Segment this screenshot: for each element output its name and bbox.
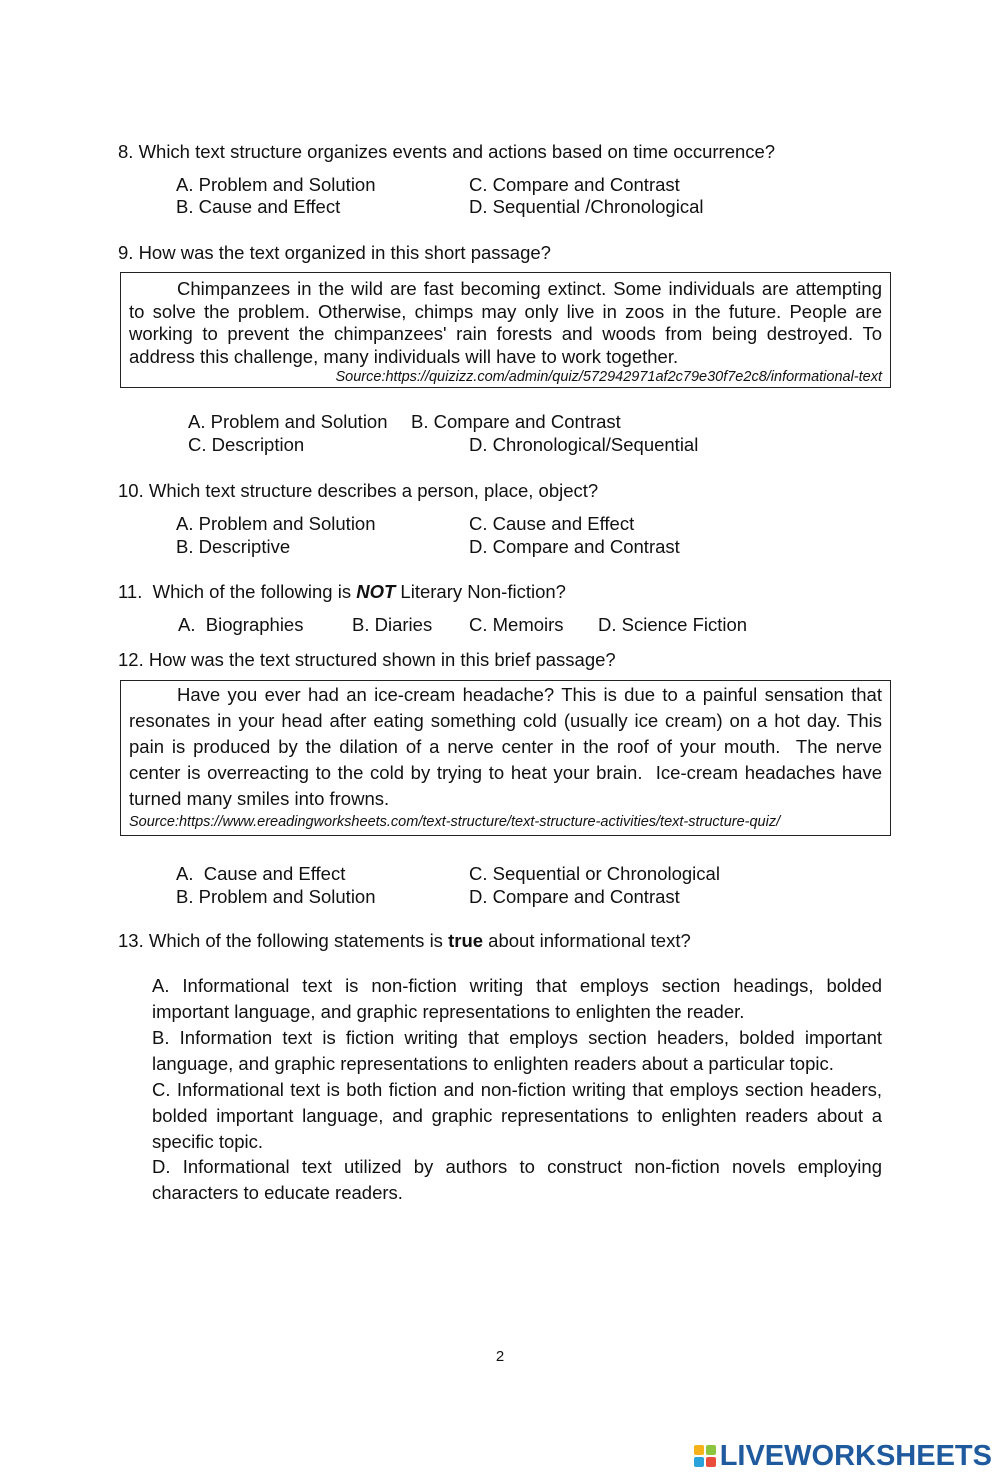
brand-name: LIVEWORKSHEETS bbox=[719, 1439, 992, 1472]
page-number: 2 bbox=[495, 1348, 505, 1365]
question-13-text bbox=[118, 930, 691, 952]
q12-passage-box bbox=[120, 680, 891, 836]
q12-source: Source:https://www.ereadingworksheets.com/text-structure/text-structure-activities/text-structure-quiz/ bbox=[129, 814, 781, 830]
q11-option-c[interactable]: C. Memoirs bbox=[469, 614, 564, 635]
q12-option-b[interactable]: B. Problem and Solution bbox=[176, 886, 376, 907]
q8-option-d[interactable]: D. Sequential /Chronological bbox=[469, 196, 704, 217]
q9-option-c[interactable]: C. Description bbox=[188, 434, 305, 455]
q10-option-a[interactable]: A. Problem and Solution bbox=[176, 513, 376, 534]
q13-option-b[interactable]: B. Information text is fiction writing that employs section headers, bolded important language, and graphic representations to enlighten readers about a particular topic. bbox=[152, 1027, 882, 1074]
question-10-text: 10. Which text structure describes a person, place, object? bbox=[118, 480, 599, 501]
q9-option-a[interactable]: A. Problem and Solution bbox=[188, 411, 388, 432]
q9-option-b[interactable]: B. Compare and Contrast bbox=[411, 411, 621, 432]
q12-option-c[interactable]: C. Sequential or Chronological bbox=[469, 863, 720, 884]
q12-option-d[interactable]: D. Compare and Contrast bbox=[469, 886, 680, 907]
q8-option-a[interactable]: A. Problem and Solution bbox=[176, 174, 376, 195]
question-8-text: 8. Which text structure organizes events and actions based on time occurrence? bbox=[118, 141, 776, 162]
q9-passage: Chimpanzees in the wild are fast becoming extinct. Some individuals are attempting to solve the problem. Otherwise, chimps may only live in zoos in the future. People are working to prevent the chimpanzees' rain forests and woods from being destroyed. To address this challenge, many individuals will have to work together. bbox=[129, 278, 882, 367]
q9-option-d[interactable]: D. Chronological/Sequential bbox=[469, 434, 699, 455]
q10-option-d[interactable]: D. Compare and Contrast bbox=[469, 536, 680, 557]
q13-prefix: 13. Which of the following statements is bbox=[118, 930, 449, 951]
q11-option-b[interactable]: B. Diaries bbox=[352, 614, 433, 635]
q10-option-b[interactable]: B. Descriptive bbox=[176, 536, 291, 557]
q11-suffix: Literary Non-fiction? bbox=[395, 581, 566, 602]
q13-option-d[interactable]: D. Informational text utilized by authors to construct non-fiction novels employing characters to educate readers. bbox=[152, 1156, 882, 1203]
q9-passage-box bbox=[120, 272, 891, 388]
q12-passage: Have you ever had an ice-cream headache? This is due to a painful sensation that resonates in your head after eating something cold (usually ice cream) on a hot day. This pain is produced by the dilation of a nerve center in the roof of your mouth. The nerve center is overreacting to the cold by trying to heat your brain. Ice-cream headaches have turned many smiles into frowns. bbox=[129, 684, 888, 809]
q8-option-b[interactable]: B. Cause and Effect bbox=[176, 196, 341, 217]
q11-option-a[interactable]: A. Biographies bbox=[178, 614, 304, 635]
q13-option-c[interactable]: C. Informational text is both fiction and non-fiction writing that employs section headers, bolded important language, and graphic representations to enlighten readers about a specific topic. bbox=[152, 1079, 882, 1152]
q9-source: Source:https://quizizz.com/admin/quiz/572942971af2c79e30f7e2c8/informational-text bbox=[335, 369, 882, 385]
q11-option-d[interactable]: D. Science Fiction bbox=[598, 614, 748, 635]
q13-emphasis: true bbox=[448, 930, 484, 951]
q13-suffix: about informational text? bbox=[483, 930, 691, 951]
question-9-text: 9. How was the text organized in this short passage? bbox=[118, 242, 551, 263]
liveworksheets-logo bbox=[694, 1441, 992, 1471]
question-11-text bbox=[118, 581, 566, 603]
q12-option-a[interactable]: A. Cause and Effect bbox=[176, 863, 346, 884]
q13-option-a[interactable]: A. Informational text is non-fiction writing that employs section headings, bolded important language, and graphic representations to enlighten the reader. bbox=[152, 975, 882, 1022]
q10-option-c[interactable]: C. Cause and Effect bbox=[469, 513, 635, 534]
q11-emphasis: NOT bbox=[356, 581, 396, 602]
liveworksheets-mark-icon bbox=[694, 1445, 716, 1467]
q8-option-c[interactable]: C. Compare and Contrast bbox=[469, 174, 680, 195]
question-12-text: 12. How was the text structured shown in this brief passage? bbox=[118, 649, 616, 670]
q11-prefix: 11. Which of the following is bbox=[118, 581, 357, 602]
